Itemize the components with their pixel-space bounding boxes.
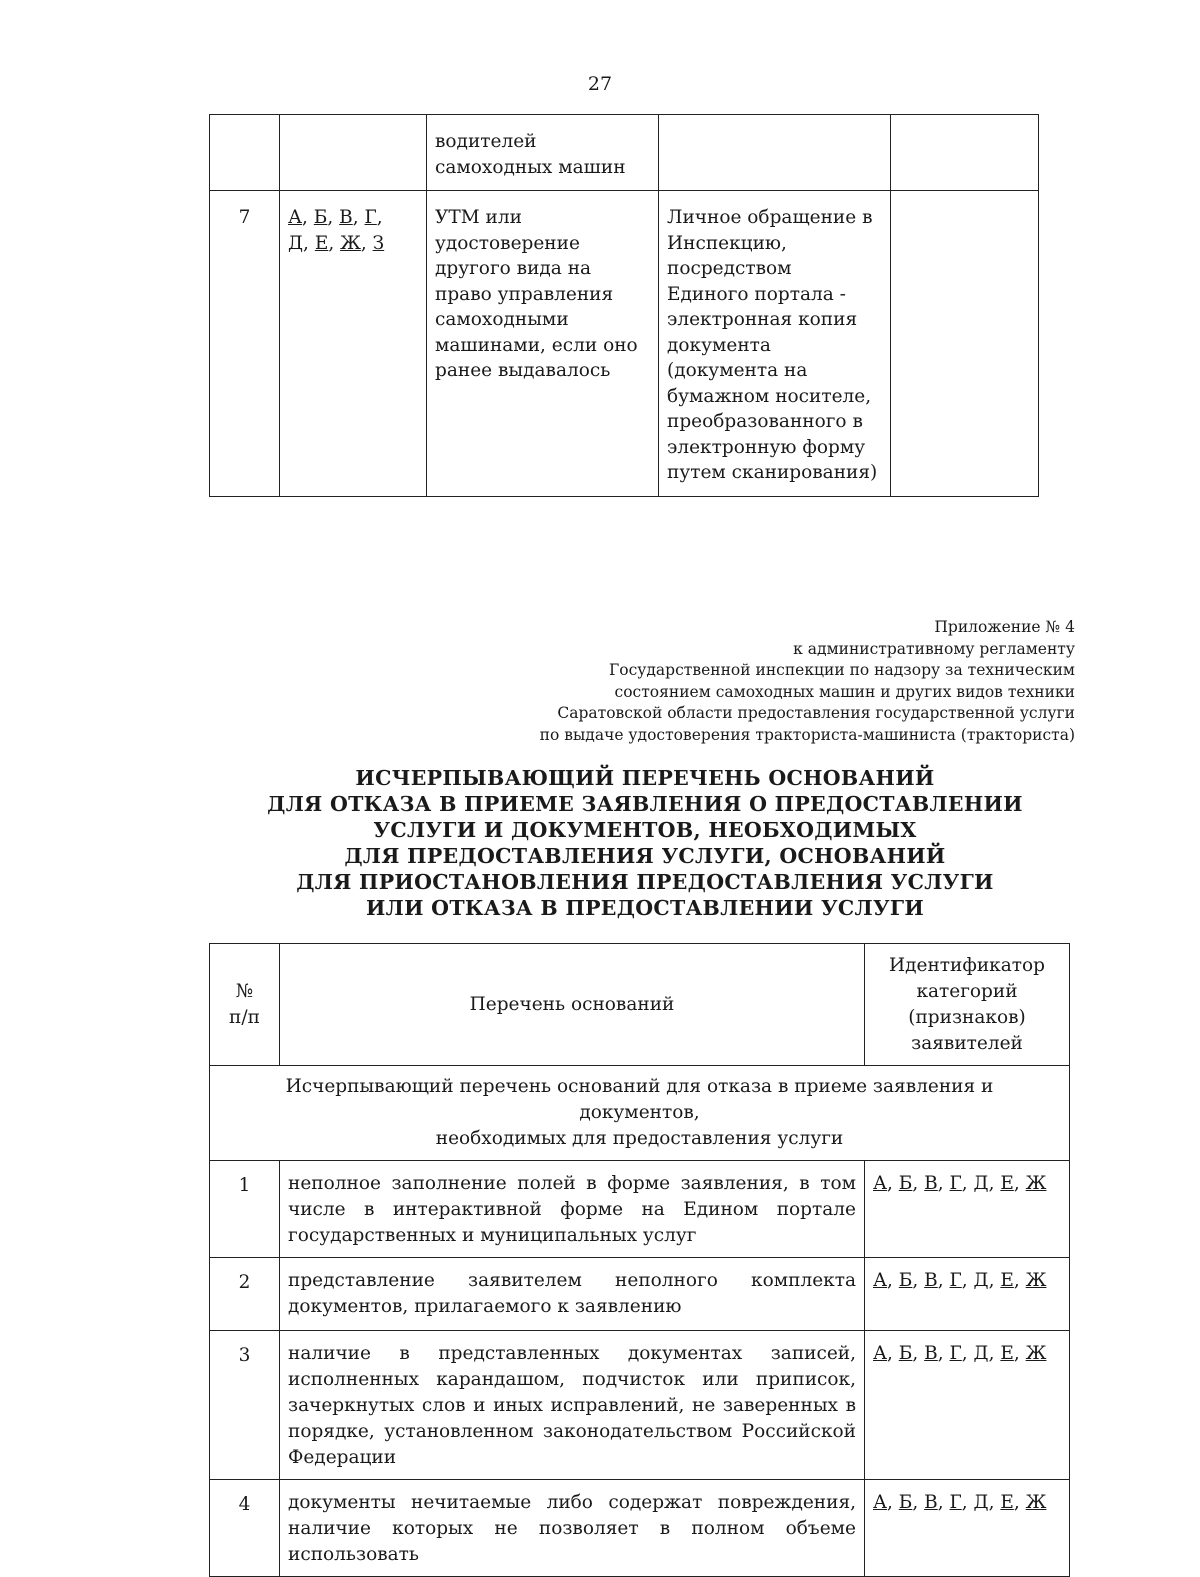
- reason-text: представление заявителем неполного комплекта документов, прилагаемого к заявлению: [280, 1258, 865, 1331]
- appendix-line: Государственной инспекции по надзору за техническим: [608, 661, 1075, 679]
- category-link[interactable]: Г: [949, 1270, 962, 1291]
- category-link[interactable]: Д: [973, 1173, 989, 1194]
- method-line: документа: [667, 334, 771, 356]
- empty-cell: [891, 191, 1039, 497]
- category-link[interactable]: Ж: [1025, 1173, 1047, 1194]
- category-link[interactable]: Е: [1000, 1343, 1014, 1364]
- categories-cell: [280, 191, 427, 497]
- appendix-line: состоянием самоходных машин и других видов техники: [614, 682, 1075, 701]
- row-number: 1: [210, 1161, 280, 1258]
- category-link[interactable]: Е: [1000, 1492, 1014, 1513]
- category-link[interactable]: А: [873, 1343, 888, 1364]
- method-line: Инспекцию,: [667, 232, 787, 254]
- category-link[interactable]: Г: [949, 1492, 962, 1513]
- category-link[interactable]: Г: [949, 1343, 962, 1364]
- table-row: [210, 115, 1039, 191]
- category-link[interactable]: А: [873, 1173, 888, 1194]
- method-cell: [659, 115, 891, 191]
- category-line: Д, Е, Ж, З: [288, 232, 385, 254]
- table-row: [210, 1161, 1070, 1258]
- header-text: п/п: [229, 1006, 260, 1028]
- category-link[interactable]: Ж: [1025, 1270, 1047, 1291]
- section-row: [210, 1066, 1070, 1161]
- category-link[interactable]: В: [924, 1173, 938, 1194]
- category-link[interactable]: Б: [898, 1492, 913, 1513]
- title-line: ДЛЯ ПРЕДОСТАВЛЕНИЯ УСЛУГИ, ОСНОВАНИЙ: [344, 844, 946, 868]
- table-row: [210, 1258, 1070, 1331]
- appendix-note: [540, 617, 1075, 746]
- reason-text: наличие в представленных документах записей, исполненных карандашом, подчисток или приписок, зачеркнутых слов и иных исправлений, не заверенных в порядке, установленном законодательством Российской Федерации: [280, 1331, 865, 1480]
- category-link[interactable]: Е: [1000, 1173, 1014, 1194]
- category-link[interactable]: Б: [898, 1270, 913, 1291]
- header-number: [210, 944, 280, 1066]
- category-link[interactable]: В: [924, 1270, 938, 1291]
- identifier-list: А, Б, В, Г, Д, Е, Ж: [865, 1480, 1070, 1577]
- header-reasons: Перечень оснований: [280, 944, 865, 1066]
- document-cell: водителей самоходных машин: [427, 115, 659, 191]
- document-line: самоходными: [435, 309, 569, 330]
- section-title-line: Исчерпывающий перечень оснований для отказа в приеме заявления и документов,: [285, 1076, 994, 1123]
- method-line: электронная копия: [667, 309, 858, 330]
- row-number: 3: [210, 1331, 280, 1480]
- document-line: машинами, если оно: [435, 334, 638, 356]
- category-link[interactable]: Б: [313, 207, 328, 228]
- row-number: 2: [210, 1258, 280, 1331]
- method-line: (документа на: [667, 360, 808, 381]
- header-text: Идентификатор: [889, 954, 1045, 976]
- section-title-line: необходимых для предоставления услуги: [435, 1128, 844, 1149]
- reason-text: неполное заполнение полей в форме заявления, в том числе в интерактивной форме на Едином портале государственных и муниципальных услуг: [280, 1161, 865, 1258]
- row-number-cell: 7: [210, 191, 280, 497]
- document-line: удостоверение: [435, 232, 580, 254]
- table-row: [210, 191, 1039, 497]
- category-link[interactable]: Ж: [1025, 1492, 1047, 1513]
- category-link[interactable]: З: [372, 232, 385, 254]
- identifier-list: А, Б, В, Г, Д, Е, Ж: [865, 1258, 1070, 1331]
- category-link[interactable]: Б: [898, 1343, 913, 1364]
- title-line: ИЛИ ОТКАЗА В ПРЕДОСТАВЛЕНИИ УСЛУГИ: [365, 896, 925, 920]
- appendix-line: Приложение № 4: [934, 618, 1075, 636]
- method-cell: [659, 191, 891, 497]
- category-link[interactable]: Е: [1000, 1270, 1014, 1291]
- method-line: Единого портала -: [667, 283, 846, 305]
- header-text: заявителей: [911, 1032, 1023, 1054]
- document-line: право управления: [435, 283, 614, 305]
- document-line: УТМ или: [435, 207, 522, 228]
- category-link[interactable]: Д: [973, 1492, 989, 1513]
- reason-text: документы нечитаемые либо содержат повреждения, наличие которых не позволяет в полном объеме использовать: [280, 1480, 865, 1577]
- identifier-list: А, Б, В, Г, Д, Е, Ж: [865, 1331, 1070, 1480]
- category-line: А, Б, В, Г,: [288, 207, 383, 228]
- category-link[interactable]: А: [873, 1492, 888, 1513]
- category-link[interactable]: Д: [973, 1343, 989, 1364]
- document-line: ранее выдавалось: [435, 360, 611, 381]
- category-link[interactable]: Ж: [340, 232, 361, 254]
- table-row: [210, 1331, 1070, 1480]
- document-cell: [427, 191, 659, 497]
- category-link[interactable]: А: [288, 207, 303, 228]
- table-header-row: [210, 944, 1070, 1066]
- page-number: 27: [587, 73, 613, 95]
- method-line: преобразованного в: [667, 411, 863, 432]
- row-number-cell: [210, 115, 280, 191]
- header-identifier: [865, 944, 1070, 1066]
- category-link[interactable]: В: [924, 1492, 938, 1513]
- method-line: путем сканирования): [667, 462, 878, 483]
- method-line: бумажном носителе,: [667, 385, 872, 407]
- category-link[interactable]: Г: [364, 207, 377, 228]
- method-line: электронную форму: [667, 436, 866, 458]
- identifier-list: А, Б, В, Г, Д, Е, Ж: [865, 1161, 1070, 1258]
- title-line: ИСЧЕРПЫВАЮЩИЙ ПЕРЕЧЕНЬ ОСНОВАНИЙ: [355, 766, 935, 790]
- title-line: ДЛЯ ПРИОСТАНОВЛЕНИЯ ПРЕДОСТАВЛЕНИЯ УСЛУГИ: [296, 870, 994, 894]
- reasons-table: [209, 943, 1070, 1577]
- empty-cell: [891, 115, 1039, 191]
- title-line: ДЛЯ ОТКАЗА В ПРИЕМЕ ЗАЯВЛЕНИЯ О ПРЕДОСТАВЛЕНИИ: [267, 792, 1023, 816]
- category-link[interactable]: Д: [973, 1270, 989, 1291]
- category-link[interactable]: Д: [288, 232, 304, 254]
- header-text: №: [235, 980, 254, 1002]
- appendix-line: Саратовской области предоставления государственной услуги: [557, 704, 1075, 722]
- appendix-line: по выдаче удостоверения тракториста-машиниста (тракториста): [539, 725, 1075, 744]
- method-line: Личное обращение в: [667, 207, 873, 228]
- category-link[interactable]: Б: [898, 1173, 913, 1194]
- document-title: [200, 765, 1090, 921]
- categories-cell: [280, 115, 427, 191]
- document-line: другого вида на: [435, 258, 592, 279]
- category-link[interactable]: В: [339, 207, 353, 228]
- row-number: 4: [210, 1480, 280, 1577]
- category-link[interactable]: А: [873, 1270, 888, 1291]
- header-text: (признаков): [908, 1006, 1026, 1028]
- appendix-line: к административному регламенту: [793, 639, 1075, 658]
- top-table: [209, 114, 1039, 497]
- category-link[interactable]: Г: [949, 1173, 962, 1194]
- category-link[interactable]: В: [924, 1343, 938, 1364]
- category-link[interactable]: Ж: [1025, 1343, 1047, 1364]
- method-line: посредством: [667, 258, 792, 279]
- section-title: [210, 1066, 1070, 1161]
- title-line: УСЛУГИ И ДОКУМЕНТОВ, НЕОБХОДИМЫХ: [373, 818, 917, 842]
- table-row: [210, 1480, 1070, 1577]
- category-link[interactable]: Е: [314, 232, 329, 254]
- header-text: категорий: [916, 980, 1018, 1002]
